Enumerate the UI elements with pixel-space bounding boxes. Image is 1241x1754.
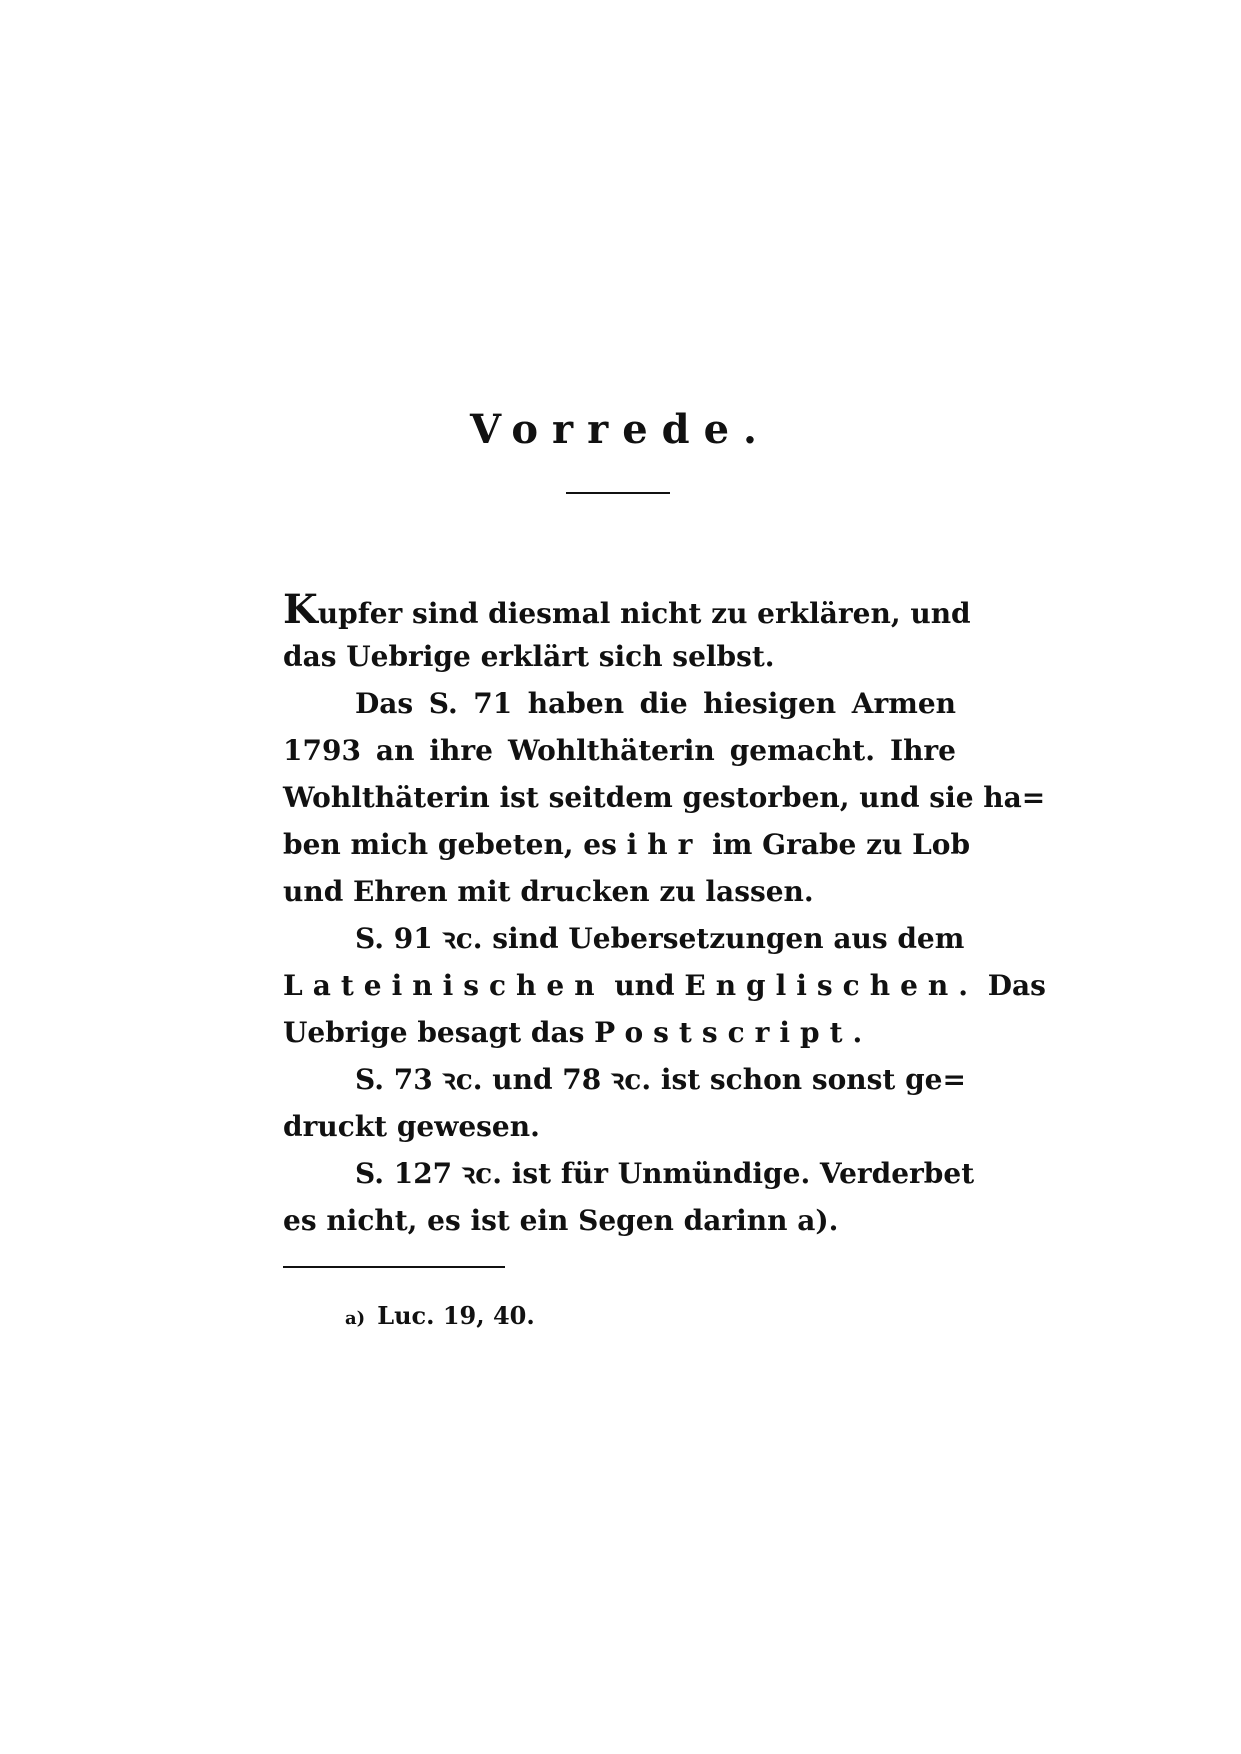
text-line-14: es nicht, es ist ein Segen darinn a). bbox=[283, 1204, 839, 1237]
footnote-divider bbox=[283, 1266, 505, 1268]
text-line-9-mid: und bbox=[614, 969, 675, 1002]
text-line-6 bbox=[283, 821, 971, 868]
drop-cap: K bbox=[283, 586, 318, 633]
text-line-2: das Uebrige erklärt sich selbst. bbox=[283, 640, 775, 673]
footnote-text: Luc. 19, 40. bbox=[377, 1301, 535, 1330]
preface-body bbox=[283, 586, 1046, 1244]
text-line-12: druckt gewesen. bbox=[283, 1110, 540, 1143]
text-line-10-spaced: Postscript. bbox=[594, 1016, 873, 1049]
footnote-mark: a) bbox=[345, 1308, 366, 1329]
footnote bbox=[345, 1296, 535, 1339]
text-line-9-spaced-2: Englischen. bbox=[684, 969, 978, 1002]
text-line-1 bbox=[283, 586, 971, 633]
text-line-7: und Ehren mit drucken zu lassen. bbox=[283, 875, 814, 908]
title-divider bbox=[566, 492, 670, 494]
text-line-9-post: Das bbox=[987, 969, 1046, 1002]
text-line-6-post: im Grabe zu Lob bbox=[712, 828, 971, 861]
text-line-4: 1793 an ihre Wohlthäterin gemacht. Ihre bbox=[283, 734, 956, 767]
text-line-13: S. 127 ꝛc. ist für Unmündige. Verderbet bbox=[355, 1157, 975, 1190]
text-line-10-pre: Uebrige besagt das bbox=[283, 1016, 585, 1049]
text-line-8: S. 91 ꝛc. sind Uebersetzungen aus dem bbox=[355, 922, 965, 955]
text-line-6-spaced: ihr bbox=[626, 828, 703, 861]
text-line-9-spaced: Lateinischen bbox=[283, 969, 605, 1002]
text-line-11: S. 73 ꝛc. und 78 ꝛc. ist schon sonst ge= bbox=[355, 1063, 966, 1096]
page-title: Vorrede. bbox=[470, 406, 771, 453]
text-line-1-rest: upfer sind diesmal nicht zu erklären, und bbox=[317, 597, 971, 630]
text-line-9 bbox=[283, 962, 1046, 1009]
text-line-3: Das S. 71 haben die hiesigen Armen bbox=[355, 687, 956, 720]
text-line-6-pre: ben mich gebeten, es bbox=[283, 828, 617, 861]
text-line-5: Wohlthäterin ist seitdem gestorben, und sie ha= bbox=[283, 781, 1046, 814]
text-line-10 bbox=[283, 1009, 956, 1056]
